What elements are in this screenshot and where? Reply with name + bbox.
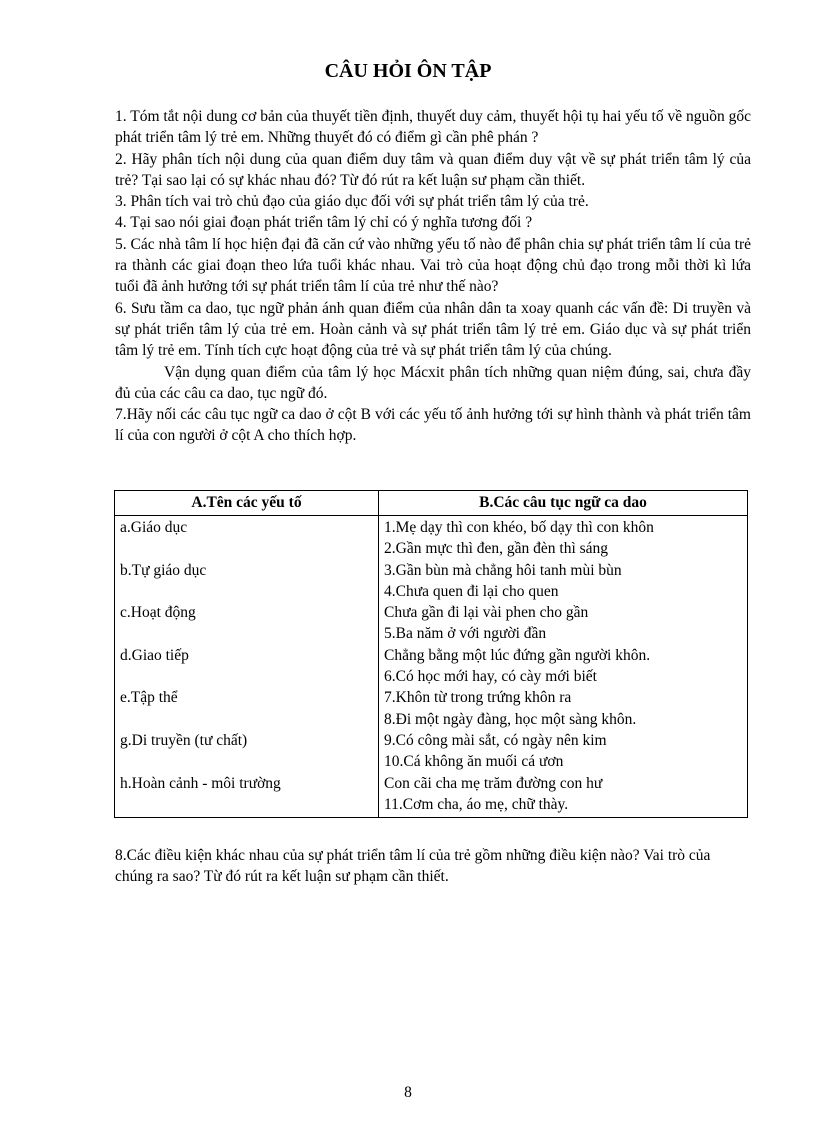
proverb-line: 8.Đi một ngày đàng, học một sàng khôn.: [384, 710, 637, 728]
column-b-header: B.Các câu tục ngữ ca dao: [379, 491, 748, 516]
factor-item: [120, 581, 373, 602]
factor-item: g.Di truyền (tư chất): [120, 731, 248, 749]
table-row: [115, 516, 748, 818]
question-3: 3. Phân tích vai trò chủ đạo của giáo dục đối với sự phát triển tâm lý của trẻ.: [115, 193, 589, 211]
question-6: 6. Sưu tầm ca dao, tục ngữ phản ánh quan điểm của nhân dân ta xoay quanh các vấn đề: Di truyền và sự phát triển tâm lý của trẻ em. Hoàn cảnh và sự phát triển tâm lý trẻ em. Giáo dục và sự phát triển tâm lý trẻ em. Tính tích cực hoạt động của trẻ và sự phát triển tâm lý của chúng.: [115, 299, 751, 360]
proverb-line: 11.Cơm cha, áo mẹ, chữ thày.: [384, 795, 569, 813]
question-list: [115, 106, 751, 447]
factor-item: [120, 751, 373, 772]
page-title: CÂU HỎI ÔN TẬP: [324, 60, 492, 82]
factor-item: b.Tự giáo dục: [120, 561, 207, 579]
proverb-line: 6.Có học mới hay, có cày mới biết: [384, 668, 597, 686]
proverb-line: 1.Mẹ dạy thì con khéo, bố dạy thì con khôn: [384, 519, 654, 536]
question-6-followup: Vận dụng quan điểm của tâm lý học Mácxit phân tích những quan niệm đúng, sai, chưa đầy đủ của các câu ca dao, tục ngữ đó.: [115, 363, 751, 402]
factor-item: d.Giao tiếp: [120, 646, 189, 664]
factor-item: [120, 623, 373, 644]
column-b-cell: [379, 516, 748, 818]
proverb-line: 10.Cá không ăn muối cá ươn: [384, 753, 564, 771]
factor-item: h.Hoàn cảnh - môi trường: [120, 774, 281, 792]
proverb-line: 2.Gần mực thì đen, gần đèn thì sáng: [384, 540, 609, 558]
question-4: 4. Tại sao nói giai đoạn phát triển tâm lý chỉ có ý nghĩa tương đối ?: [115, 214, 533, 232]
column-a-cell: [115, 516, 379, 818]
question-1: 1. Tóm tắt nội dung cơ bản của thuyết tiền định, thuyết duy cảm, thuyết hội tụ hai yếu tố về nguồn gốc phát triển tâm lý trẻ em. Những thuyết đó có điểm gì cần phê phán ?: [115, 108, 751, 147]
factor-item: [120, 666, 373, 687]
proverb-line: 9.Có công mài sắt, có ngày nên kim: [384, 731, 607, 749]
proverb-line: Chẳng bằng một lúc đứng gần người khôn.: [384, 646, 651, 664]
proverb-line: 4.Chưa quen đi lại cho quen: [384, 582, 559, 600]
page-number: 8: [404, 1084, 412, 1101]
factor-item: [120, 538, 373, 559]
matching-table: [114, 490, 748, 818]
proverb-line: 3.Gần bùn mà chẳng hôi tanh mùi bùn: [384, 561, 622, 579]
proverb-line: 7.Khôn từ trong trứng khôn ra: [384, 689, 572, 707]
factor-item: [120, 709, 373, 730]
question-5: 5. Các nhà tâm lí học hiện đại đã căn cứ vào những yếu tố nào để phân chia sự phát triển tâm lí của trẻ ra thành các giai đoạn theo lứa tuổi khác nhau. Vai trò của hoạt động chủ đạo trong mỗi thời kì lứa tuổi đã ảnh hưởng tới sự phát triển tâm lí của trẻ như thế nào?: [115, 235, 751, 296]
factor-item: e.Tập thể: [120, 689, 178, 707]
table-header-row: [115, 491, 748, 516]
question-8: 8.Các điều kiện khác nhau của sự phát triển tâm lí của trẻ gồm những điều kiện nào? Vai trò của chúng ra sao? Từ đó rút ra kết luận sư phạm cần thiết.: [115, 847, 711, 886]
factor-item: [120, 794, 373, 815]
question-7: 7.Hãy nối các câu tục ngữ ca dao ở cột B với các yếu tố ảnh hưởng tới sự hình thành và phát triển tâm lí của con người ở cột A cho thích hợp.: [115, 406, 751, 445]
factor-item: c.Hoạt động: [120, 604, 196, 622]
question-2: 2. Hãy phân tích nội dung của quan điểm duy tâm và quan điểm duy vật về sự phát triển tâm lý của trẻ? Tại sao lại có sự khác nhau đó? Từ đó rút ra kết luận sư phạm cần thiết.: [115, 150, 751, 189]
factor-item: a.Giáo dục: [120, 519, 188, 536]
proverb-line: Chưa gần đi lại vài phen cho gần: [384, 604, 589, 622]
column-a-header: A.Tên các yếu tố: [115, 491, 379, 516]
proverb-line: Con cãi cha mẹ trăm đường con hư: [384, 774, 603, 792]
proverb-line: 5.Ba năm ở với người đần: [384, 625, 547, 643]
